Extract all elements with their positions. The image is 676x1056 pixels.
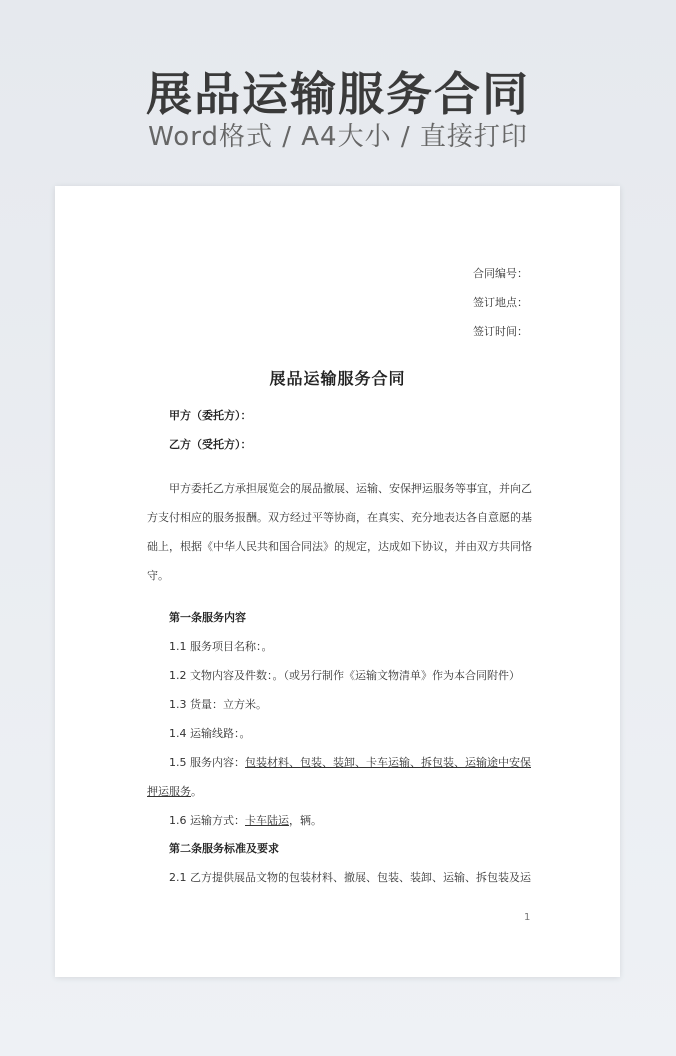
banner-subtitle: Word格式 / A4大小 / 直接打印 xyxy=(148,122,528,152)
intro-line-4: 守。 xyxy=(147,569,169,582)
clause-2-1: 2.1 乙方提供展品文物的包装材料、撤展、包装、装卸、运输、拆包装及运 xyxy=(169,871,531,884)
signing-place-field: 签订地点： xyxy=(473,296,528,309)
contract-number-field: 合同编号： xyxy=(473,267,528,280)
banner-title: 展品运输服务合同 xyxy=(146,67,530,121)
party-b: 乙方（受托方）： xyxy=(169,438,252,451)
clause-1-1: 1.1 服务项目名称：。 xyxy=(169,640,273,653)
document-title: 展品运输服务合同 xyxy=(269,369,406,388)
clause-1-6-end: ，辆。 xyxy=(289,814,322,827)
intro-line-2: 方支付相应的服务报酬。双方经过平等协商，在真实、充分地表达各自意愿的基 xyxy=(147,511,532,524)
document-page xyxy=(55,186,620,977)
page-number: 1 xyxy=(524,912,531,923)
clause-1-5-value: 包装材料、包装、装卸、卡车运输、拆包装、运输途中安保 xyxy=(245,756,531,769)
clause-1-5 xyxy=(169,755,531,771)
clause-1-5-value-cont: 押运服务 xyxy=(147,785,191,798)
clause-1-6-label: 1.6 运输方式： xyxy=(169,814,245,827)
clause-1-2: 1.2 文物内容及件数：。（或另行制作《运输文物清单》作为本合同附件） xyxy=(169,669,520,682)
section-1-heading: 第一条服务内容 xyxy=(169,611,246,624)
clause-1-5-continued xyxy=(147,784,202,800)
clause-1-4: 1.4 运输线路：。 xyxy=(169,727,251,740)
clause-1-3: 1.3 货量：立方米。 xyxy=(169,698,267,711)
section-2-heading: 第二条服务标准及要求 xyxy=(169,842,279,855)
intro-line-3: 础上，根据《中华人民共和国合同法》的规定，达成如下协议，并由双方共同恪 xyxy=(147,540,532,553)
party-a: 甲方（委托方）： xyxy=(169,409,252,422)
clause-1-5-end: 。 xyxy=(191,785,202,798)
intro-line-1: 甲方委托乙方承担展览会的展品撤展、运输、安保押运服务等事宜，并向乙 xyxy=(169,482,532,495)
clause-1-5-label: 1.5 服务内容： xyxy=(169,756,245,769)
clause-1-6-value: 卡车陆运 xyxy=(245,814,289,827)
signing-time-field: 签订时间： xyxy=(473,325,528,338)
clause-1-6 xyxy=(169,813,322,829)
